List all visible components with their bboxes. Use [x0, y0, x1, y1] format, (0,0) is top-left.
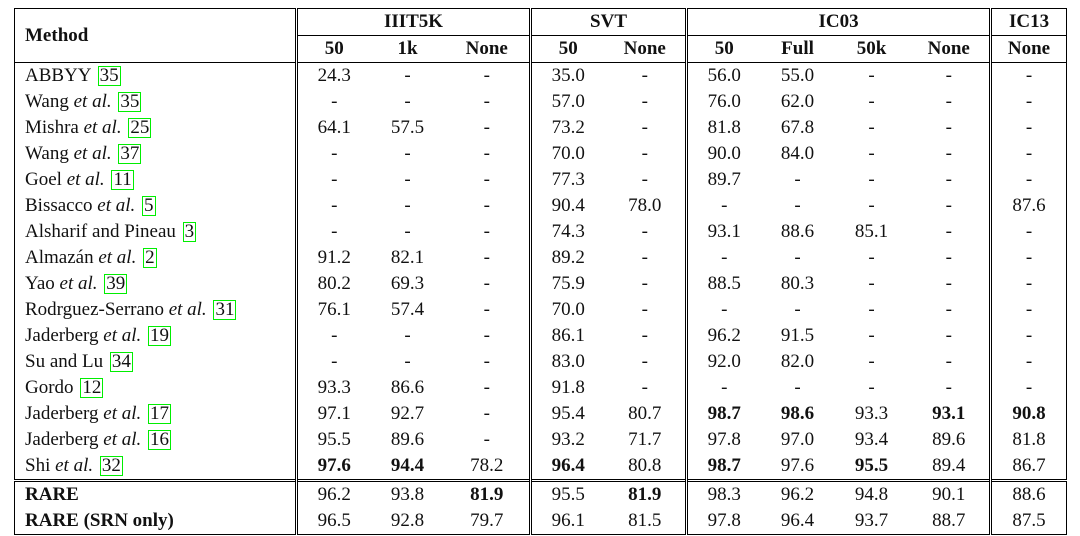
method-cell: [15, 427, 297, 453]
method-cell: [15, 453, 297, 481]
table-row: [15, 427, 1067, 453]
value-cell: -: [794, 299, 801, 320]
value-cell: 97.6: [297, 453, 371, 481]
value-cell: 57.4: [390, 299, 425, 320]
value-cell: 77.3: [531, 167, 605, 193]
value-cell: 97.1: [297, 401, 371, 427]
value-cell: 67.8: [780, 117, 815, 138]
value-cell: -: [641, 299, 648, 320]
value-cell: 70.0: [531, 297, 605, 323]
value-cell: 64.1: [297, 115, 371, 141]
value-cell: 78.0: [628, 195, 662, 216]
value-cell: 97.8: [687, 427, 761, 453]
table-row: [15, 375, 1067, 401]
value-cell: 95.5: [854, 455, 889, 476]
method-etal: et al.: [168, 299, 207, 320]
table-row: [15, 297, 1067, 323]
table-row: [15, 271, 1067, 297]
value-cell: 75.9: [531, 271, 605, 297]
citation-link[interactable]: 16: [150, 429, 170, 450]
value-cell: 91.2: [297, 245, 371, 271]
value-cell: 81.9: [445, 481, 531, 509]
value-cell: 94.8: [835, 481, 909, 509]
group-header-ic03: IC03: [687, 9, 991, 36]
value-cell: 96.1: [531, 508, 605, 535]
table-row: [15, 401, 1067, 427]
value-cell: 96.2: [687, 323, 761, 349]
value-cell: 94.4: [390, 455, 425, 476]
value-cell: -: [868, 91, 875, 112]
method-cell: [15, 141, 297, 167]
table-row-ours: [15, 508, 1067, 535]
method-etal: et al.: [66, 169, 105, 190]
citation-link[interactable]: 17: [150, 403, 170, 424]
citation-link[interactable]: 39: [106, 273, 126, 294]
value-cell: -: [483, 429, 490, 450]
value-cell: -: [297, 323, 371, 349]
value-cell: -: [945, 195, 952, 216]
value-cell: -: [945, 91, 952, 112]
method-cell: [15, 63, 297, 90]
value-cell: 56.0: [687, 63, 761, 90]
subcol-header: 50: [297, 36, 371, 63]
value-cell: -: [868, 117, 875, 138]
value-cell: -: [991, 115, 1067, 141]
value-cell: 89.6: [390, 429, 425, 450]
method-cell: [15, 349, 297, 375]
subcol-header: None: [909, 36, 991, 63]
value-cell: -: [404, 325, 411, 346]
value-cell: 88.5: [687, 271, 761, 297]
value-cell: 81.5: [628, 510, 662, 531]
value-cell: 35.0: [531, 63, 605, 90]
subcol-header: 50: [531, 36, 605, 63]
value-cell: -: [483, 247, 490, 268]
value-cell: -: [868, 325, 875, 346]
subcol-header: None: [991, 36, 1067, 63]
value-cell: -: [483, 91, 490, 112]
value-cell: 89.4: [932, 455, 966, 476]
value-cell: -: [483, 325, 490, 346]
value-cell: -: [991, 219, 1067, 245]
value-cell: 24.3: [297, 63, 371, 90]
value-cell: 90.1: [909, 481, 991, 509]
citation-link[interactable]: 5: [144, 195, 154, 216]
method-name: Jaderberg: [25, 403, 99, 424]
table-row: [15, 141, 1067, 167]
value-cell: -: [835, 63, 909, 90]
method-etal: et al.: [83, 117, 122, 138]
citation-link[interactable]: 3: [184, 221, 195, 242]
value-cell: 85.1: [854, 221, 889, 242]
value-cell: 93.3: [854, 403, 889, 424]
method-name: Gordo: [25, 377, 74, 398]
value-cell: 95.4: [531, 401, 605, 427]
value-cell: 81.9: [605, 481, 687, 509]
value-cell: -: [991, 375, 1067, 401]
value-cell: 96.2: [297, 481, 371, 509]
method-name: Jaderberg: [25, 325, 99, 346]
citation-link[interactable]: 31: [215, 299, 235, 320]
value-cell: -: [483, 377, 490, 398]
value-cell: 97.0: [780, 429, 815, 450]
value-cell: 97.6: [780, 455, 815, 476]
value-cell: 92.0: [687, 349, 761, 375]
table-row: [15, 245, 1067, 271]
value-cell: -: [641, 351, 648, 372]
value-cell: -: [991, 63, 1067, 90]
value-cell: -: [641, 273, 648, 294]
value-cell: -: [794, 247, 801, 268]
value-cell: 62.0: [780, 91, 815, 112]
value-cell: 80.8: [628, 455, 662, 476]
value-cell: 93.2: [531, 427, 605, 453]
value-cell: -: [641, 221, 648, 242]
citation-link[interactable]: 19: [150, 325, 170, 346]
value-cell: 95.5: [297, 427, 371, 453]
value-cell: 96.4: [531, 453, 605, 481]
value-cell: 98.6: [780, 403, 815, 424]
value-cell: -: [991, 167, 1067, 193]
value-cell: 69.3: [390, 273, 425, 294]
method-cell: [15, 245, 297, 271]
our-methods-body: [15, 481, 1067, 535]
subcol-header: None: [445, 36, 531, 63]
value-cell: 98.7: [687, 401, 761, 427]
value-cell: -: [945, 273, 952, 294]
value-cell: 93.1: [687, 219, 761, 245]
value-cell: 88.6: [780, 221, 815, 242]
method-cell: [15, 297, 297, 323]
citation-link[interactable]: 35: [120, 91, 140, 112]
value-cell: 92.7: [390, 403, 425, 424]
value-cell: -: [687, 375, 761, 401]
header-row-groups: [15, 9, 1067, 36]
value-cell: 98.3: [687, 481, 761, 509]
prior-methods-body: [15, 63, 1067, 481]
value-cell: -: [868, 143, 875, 164]
value-cell: -: [991, 89, 1067, 115]
citation-link[interactable]: 34: [111, 351, 131, 372]
method-cell: [15, 193, 297, 219]
method-etal: et al.: [103, 325, 142, 346]
method-etal: et al.: [103, 429, 142, 450]
value-cell: 86.7: [991, 453, 1067, 481]
group-header-ic13: IC13: [991, 9, 1067, 36]
value-cell: -: [483, 221, 490, 242]
value-cell: 97.8: [687, 508, 761, 535]
method-cell: [15, 219, 297, 245]
table-row: [15, 167, 1067, 193]
value-cell: -: [991, 297, 1067, 323]
subcol-header: Full: [761, 36, 835, 63]
value-cell: 57.5: [390, 117, 425, 138]
value-cell: 86.6: [390, 377, 425, 398]
method-name: Goel: [25, 169, 62, 190]
group-header-svt: SVT: [531, 9, 687, 36]
value-cell: -: [868, 377, 875, 398]
method-name: ABBYY: [25, 65, 91, 86]
value-cell: 87.6: [991, 193, 1067, 219]
method-cell: [15, 323, 297, 349]
value-cell: -: [297, 141, 371, 167]
method-name: Bissacco: [25, 195, 93, 216]
method-name: Rodrguez-Serrano: [25, 299, 164, 320]
value-cell: 80.3: [780, 273, 815, 294]
value-cell: -: [945, 299, 952, 320]
method-name: Mishra: [25, 117, 79, 138]
value-cell: 93.7: [854, 510, 889, 531]
value-cell: -: [404, 91, 411, 112]
value-cell: -: [641, 169, 648, 190]
method-etal: et al.: [73, 91, 112, 112]
value-cell: 83.0: [531, 349, 605, 375]
value-cell: -: [641, 247, 648, 268]
method-cell: RARE (SRN only): [25, 510, 174, 531]
value-cell: -: [687, 193, 761, 219]
value-cell: -: [868, 299, 875, 320]
value-cell: 91.8: [531, 375, 605, 401]
value-cell: -: [991, 271, 1067, 297]
citation-link[interactable]: 37: [120, 143, 140, 164]
method-name: Yao: [25, 273, 55, 294]
citation-link[interactable]: 12: [82, 377, 102, 398]
value-cell: 88.6: [991, 481, 1067, 509]
value-cell: -: [794, 169, 801, 190]
value-cell: -: [483, 195, 490, 216]
method-cell: [15, 115, 297, 141]
value-cell: -: [297, 219, 371, 245]
value-cell: -: [483, 117, 490, 138]
method-cell: [15, 89, 297, 115]
table-row: [15, 323, 1067, 349]
method-name: Wang: [25, 91, 69, 112]
value-cell: 89.2: [531, 245, 605, 271]
method-cell: RARE: [15, 481, 297, 509]
table-row: [15, 349, 1067, 375]
value-cell: 98.7: [687, 453, 761, 481]
subcol-header: None: [605, 36, 687, 63]
subcol-header: 50k: [835, 36, 909, 63]
value-cell: 81.8: [687, 115, 761, 141]
value-cell: -: [945, 247, 952, 268]
value-cell: 76.1: [297, 297, 371, 323]
value-cell: 81.8: [991, 427, 1067, 453]
value-cell: 96.5: [297, 508, 371, 535]
value-cell: 74.3: [531, 219, 605, 245]
value-cell: -: [297, 193, 371, 219]
method-cell: [15, 167, 297, 193]
citation-link[interactable]: 11: [113, 169, 132, 190]
value-cell: -: [945, 169, 952, 190]
table-row: [15, 89, 1067, 115]
value-cell: -: [794, 377, 801, 398]
value-cell: -: [404, 351, 411, 372]
value-cell: 88.7: [932, 510, 966, 531]
value-cell: 92.8: [390, 510, 425, 531]
results-table: [14, 8, 1067, 535]
method-cell: [15, 375, 297, 401]
value-cell: 95.5: [531, 481, 605, 509]
value-cell: 91.5: [780, 325, 815, 346]
method-etal: et al.: [97, 195, 136, 216]
value-cell: -: [794, 195, 801, 216]
value-cell: 71.7: [628, 429, 662, 450]
value-cell: 78.2: [470, 455, 504, 476]
citation-link[interactable]: 35: [99, 65, 119, 86]
value-cell: -: [483, 143, 490, 164]
citation-link[interactable]: 25: [130, 117, 150, 138]
value-cell: -: [945, 377, 952, 398]
value-cell: -: [991, 141, 1067, 167]
value-cell: 90.8: [991, 401, 1067, 427]
method-name: Almazán: [25, 247, 94, 268]
value-cell: 90.0: [687, 141, 761, 167]
method-cell: [15, 401, 297, 427]
value-cell: -: [991, 245, 1067, 271]
value-cell: -: [404, 221, 411, 242]
value-cell: 93.1: [932, 403, 966, 424]
method-etal: et al.: [73, 143, 112, 164]
value-cell: -: [483, 169, 490, 190]
value-cell: -: [641, 325, 648, 346]
subcol-header: 50: [687, 36, 761, 63]
value-cell: -: [945, 143, 952, 164]
table-row: [15, 115, 1067, 141]
value-cell: -: [641, 377, 648, 398]
method-header: Method: [15, 9, 297, 63]
value-cell: 87.5: [991, 508, 1067, 535]
value-cell: -: [687, 245, 761, 271]
value-cell: 96.2: [761, 481, 835, 509]
value-cell: -: [868, 247, 875, 268]
value-cell: 89.6: [932, 429, 966, 450]
subcol-header: 1k: [371, 36, 445, 63]
value-cell: 90.4: [531, 193, 605, 219]
value-cell: 80.7: [628, 403, 662, 424]
table-row: [15, 193, 1067, 219]
table-row-ours: [15, 481, 1067, 509]
value-cell: -: [868, 169, 875, 190]
value-cell: 82.1: [390, 247, 425, 268]
value-cell: -: [404, 195, 411, 216]
value-cell: 93.8: [371, 481, 445, 509]
method-name: Shi: [25, 455, 51, 476]
method-etal: et al.: [103, 403, 142, 424]
value-cell: -: [641, 143, 648, 164]
value-cell: -: [991, 349, 1067, 375]
value-cell: 93.3: [297, 375, 371, 401]
value-cell: 84.0: [780, 143, 815, 164]
value-cell: 96.4: [780, 510, 815, 531]
value-cell: 70.0: [531, 141, 605, 167]
value-cell: -: [991, 323, 1067, 349]
method-name: Alsharif and Pineau: [25, 221, 176, 242]
value-cell: -: [868, 273, 875, 294]
value-cell: -: [297, 89, 371, 115]
citation-link[interactable]: 2: [145, 247, 155, 268]
value-cell: 80.2: [297, 271, 371, 297]
value-cell: 55.0: [761, 63, 835, 90]
method-name: Wang: [25, 143, 69, 164]
value-cell: -: [945, 351, 952, 372]
value-cell: -: [297, 349, 371, 375]
value-cell: 76.0: [687, 89, 761, 115]
value-cell: -: [868, 351, 875, 372]
value-cell: 57.0: [531, 89, 605, 115]
value-cell: -: [404, 169, 411, 190]
method-etal: et al.: [59, 273, 98, 294]
value-cell: -: [945, 221, 952, 242]
value-cell: -: [909, 63, 991, 90]
value-cell: -: [297, 167, 371, 193]
value-cell: -: [641, 91, 648, 112]
citation-link[interactable]: 32: [101, 455, 121, 476]
value-cell: -: [371, 63, 445, 90]
table-row: [15, 453, 1067, 481]
value-cell: -: [687, 297, 761, 323]
method-etal: et al.: [55, 455, 94, 476]
value-cell: -: [868, 195, 875, 216]
method-etal: et al.: [98, 247, 137, 268]
group-header-iiit5k: IIIT5K: [297, 9, 531, 36]
value-cell: -: [945, 325, 952, 346]
value-cell: 79.7: [470, 510, 504, 531]
value-cell: 82.0: [780, 351, 815, 372]
value-cell: -: [483, 273, 490, 294]
table-row: [15, 219, 1067, 245]
method-name: Jaderberg: [25, 429, 99, 450]
value-cell: 89.7: [687, 167, 761, 193]
value-cell: -: [445, 63, 531, 90]
table-row: [15, 63, 1067, 90]
value-cell: -: [945, 117, 952, 138]
value-cell: -: [483, 299, 490, 320]
value-cell: -: [483, 403, 490, 424]
value-cell: -: [404, 143, 411, 164]
value-cell: -: [483, 351, 490, 372]
value-cell: 86.1: [531, 323, 605, 349]
value-cell: 73.2: [531, 115, 605, 141]
value-cell: 93.4: [854, 429, 889, 450]
value-cell: -: [605, 63, 687, 90]
method-name: Su and Lu: [25, 351, 104, 372]
method-cell: [15, 271, 297, 297]
value-cell: -: [641, 117, 648, 138]
